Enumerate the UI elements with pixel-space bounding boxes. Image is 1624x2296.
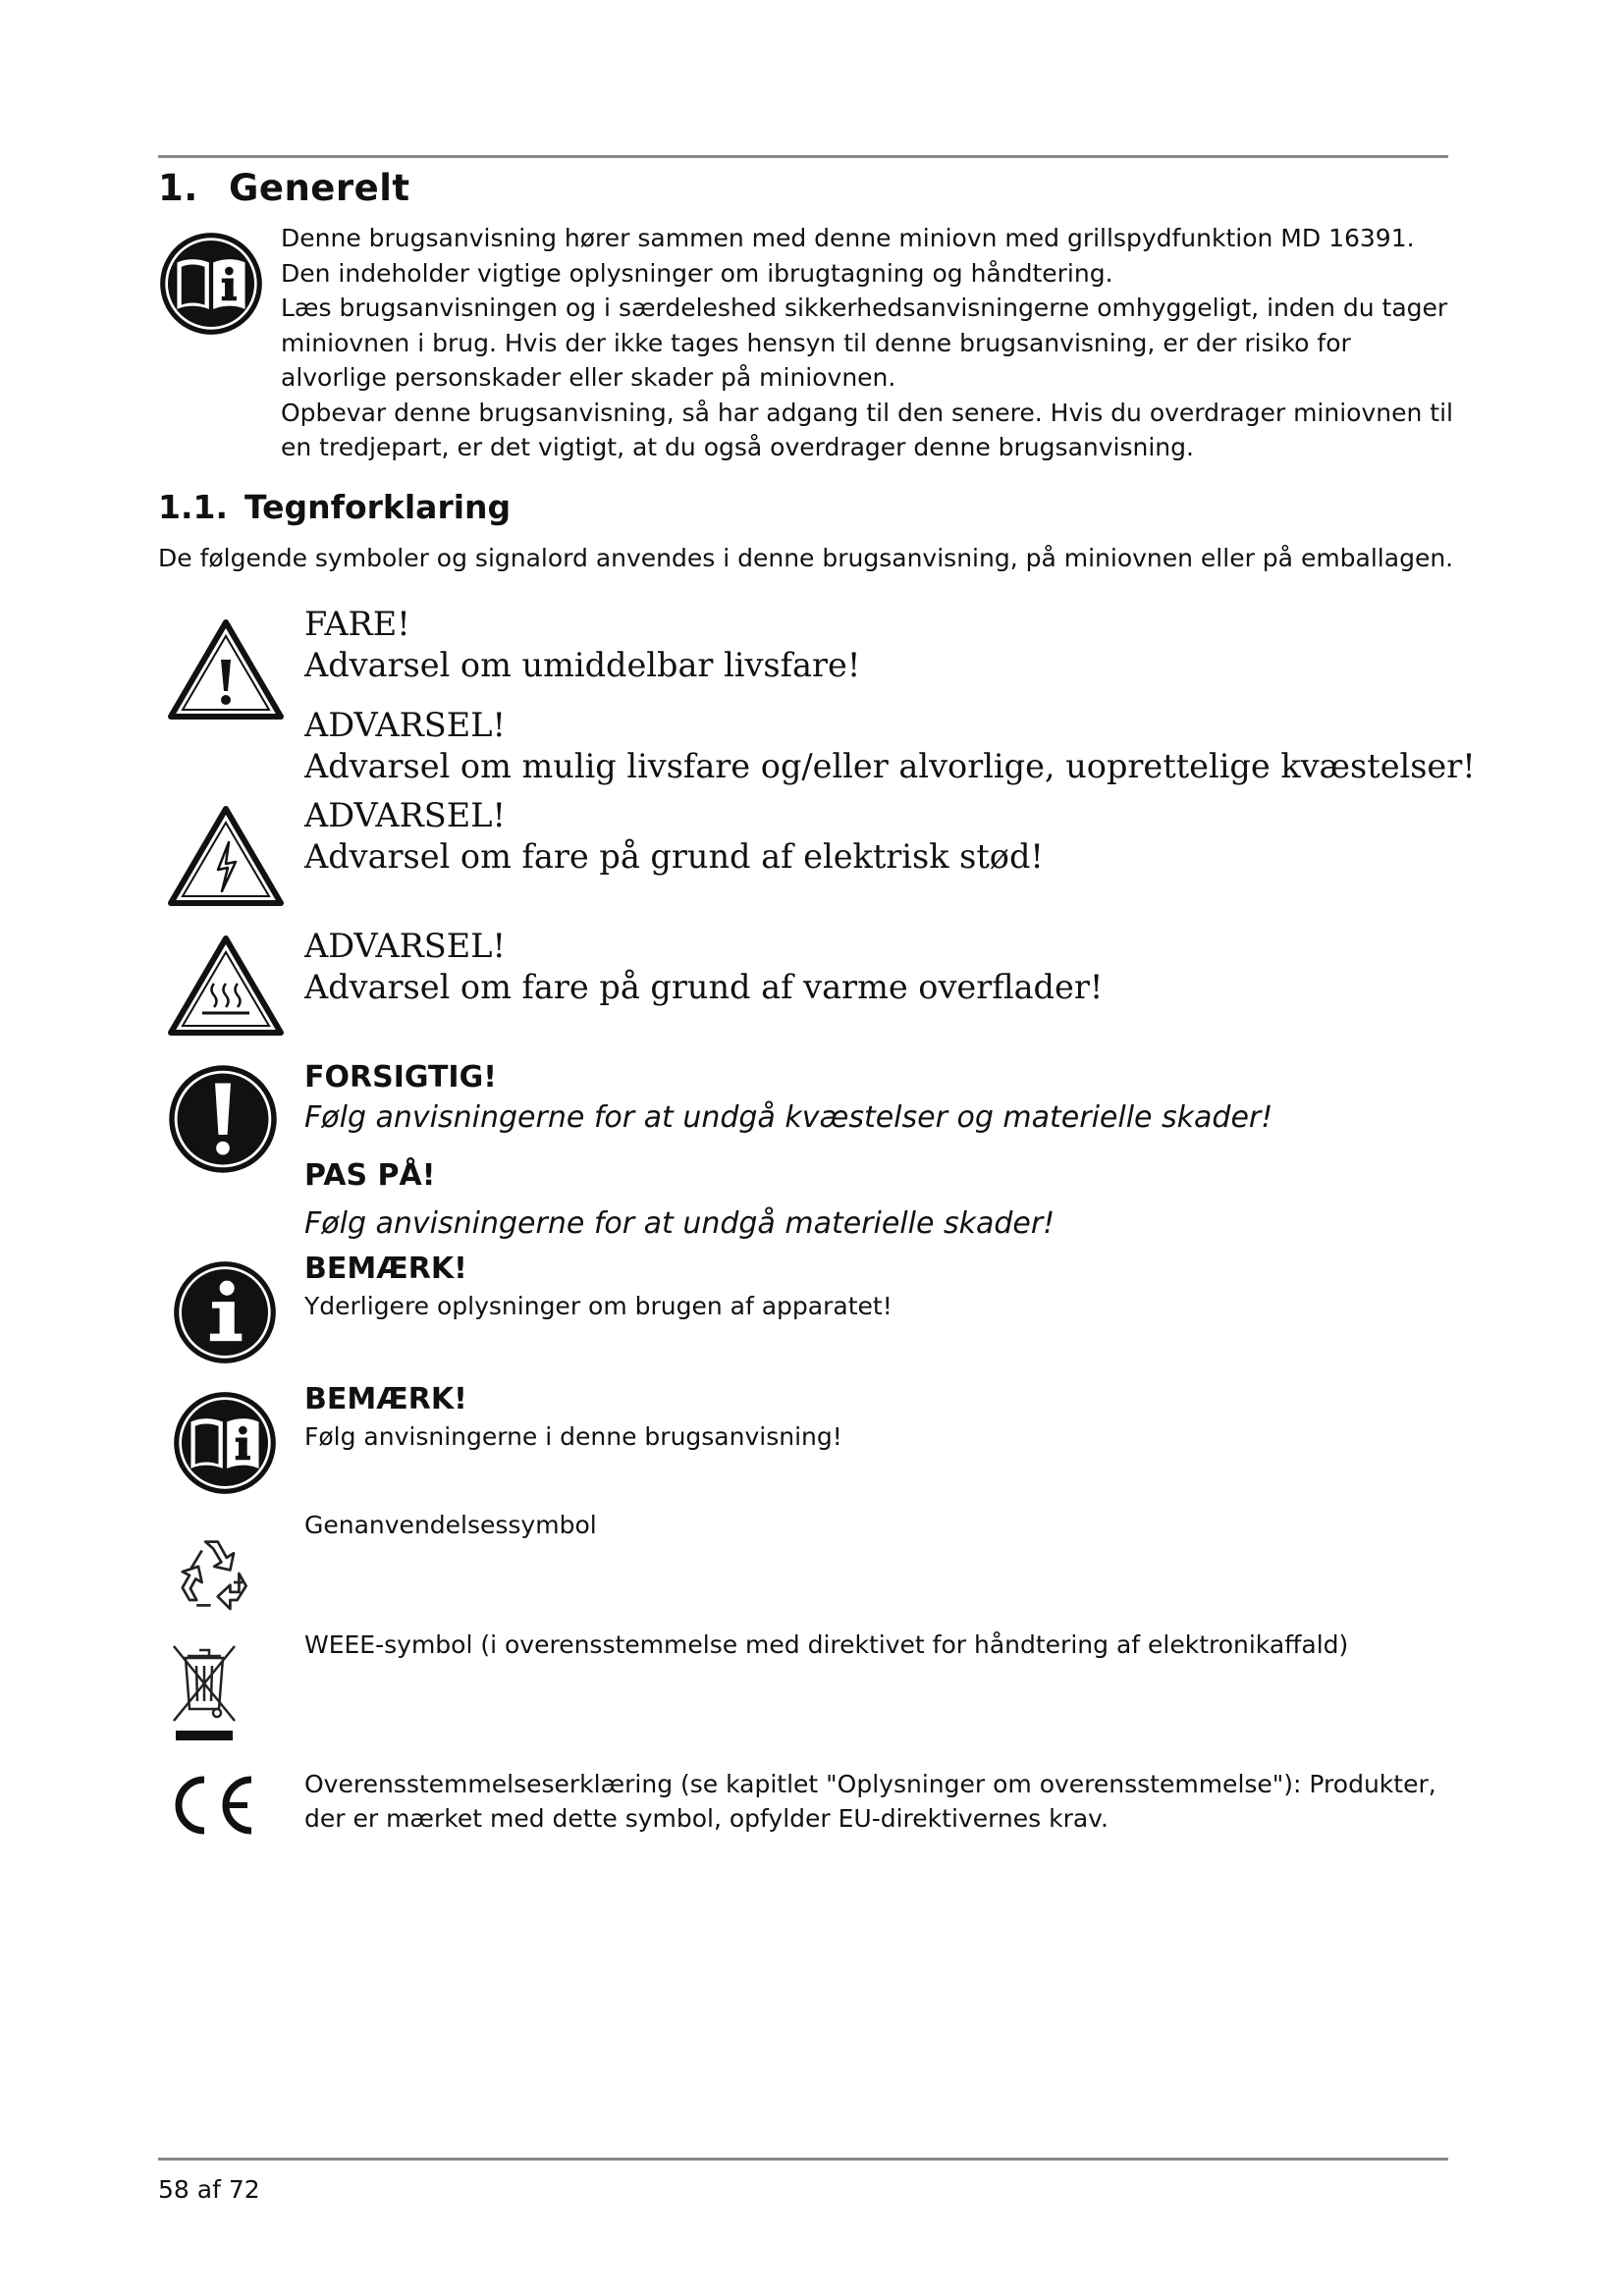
subsection-number: 1.1. bbox=[158, 488, 228, 526]
section-number: 1. bbox=[158, 167, 198, 209]
subsection-heading bbox=[158, 488, 511, 526]
intro-paragraph: Opbevar denne brugsanvisning, så har adgang til den senere. Hvis du overdrager miniovnen til en tredjepart, er det vigtigt, at du også overdrager denne brugsanvisning. bbox=[281, 398, 1453, 461]
hot-title: ADVARSEL! bbox=[304, 927, 506, 965]
advarsel-text: Advarsel om mulig livsfare og/eller alvorlige, uoprettelige kvæstelser! bbox=[304, 747, 1476, 785]
caution-exclamation-icon bbox=[167, 1063, 279, 1175]
section-title: Generelt bbox=[229, 167, 410, 209]
page-number: 58 af 72 bbox=[158, 2175, 260, 2204]
paspaa-title: PAS PÅ! bbox=[304, 1158, 436, 1193]
electric-shock-warning-icon bbox=[167, 805, 285, 907]
hot-text: Advarsel om fare på grund af varme overflader! bbox=[304, 968, 1104, 1006]
recycle-text: Genanvendelsessymbol bbox=[304, 1511, 597, 1539]
fare-block bbox=[304, 604, 860, 686]
intro-paragraph: Læs brugsanvisningen og i særdeleshed sikkerhedsanvisningerne omhyggeligt, inden du tager miniovnen i brug. Hvis der ikke tages hensyn til denne brugsanvisning, er der risiko for alvorlige personskader eller skader på miniovnen. bbox=[281, 294, 1448, 392]
forsigtig-text: Følg anvisningerne for at undgå kvæstelser og materielle skader! bbox=[304, 1100, 1273, 1135]
weee-crossed-bin-icon bbox=[170, 1644, 239, 1742]
forsigtig-title: FORSIGTIG! bbox=[304, 1060, 497, 1095]
bemaerk-manual-title: BEMÆRK! bbox=[304, 1382, 467, 1416]
intro-paragraph: Denne brugsanvisning hører sammen med denne miniovn med grillspydfunktion MD 16391. Den indeholder vigtige oplysninger om ibrugtagning og håndtering. bbox=[281, 224, 1415, 288]
header-rule bbox=[158, 155, 1448, 158]
advarsel-block bbox=[304, 705, 1476, 787]
ce-text: Overensstemmelseserklæring (se kapitlet "Oplysninger om overensstemmelse"): Produkter, der er mærket med dette symbol, opfylder EU-direktivernes krav. bbox=[304, 1770, 1436, 1833]
lead-text: De følgende symboler og signalord anvendes i denne brugsanvisning, på miniovnen eller på emballagen. bbox=[158, 544, 1454, 572]
read-manual-icon bbox=[158, 231, 264, 337]
bemaerk-manual-text: Følg anvisningerne i denne brugsanvisning! bbox=[304, 1422, 842, 1451]
recycle-icon bbox=[172, 1529, 260, 1618]
electric-text: Advarsel om fare på grund af elektrisk stød! bbox=[304, 837, 1044, 876]
electric-block bbox=[304, 795, 1044, 878]
fare-text: Advarsel om umiddelbar livsfare! bbox=[304, 646, 861, 684]
bemaerk-info-text: Yderligere oplysninger om brugen af apparatet! bbox=[304, 1292, 893, 1320]
forsigtig-block bbox=[304, 1058, 1272, 1139]
electric-title: ADVARSEL! bbox=[304, 796, 506, 834]
ce-mark-icon bbox=[167, 1772, 261, 1839]
paspaa-block bbox=[304, 1156, 1055, 1245]
read-manual-icon bbox=[172, 1390, 278, 1496]
fare-title: FARE! bbox=[304, 605, 410, 643]
weee-text: WEEE-symbol (i overensstemmelse med direktivet for håndtering af elektronikaffald) bbox=[304, 1630, 1349, 1659]
paspaa-text: Følg anvisningerne for at undgå materielle skader! bbox=[304, 1206, 1056, 1241]
subsection-title: Tegnforklaring bbox=[244, 488, 512, 526]
section-heading bbox=[158, 167, 410, 209]
danger-warning-icon bbox=[167, 618, 285, 721]
info-icon bbox=[172, 1259, 278, 1365]
footer-rule bbox=[158, 2158, 1448, 2161]
bemaerk-info-title: BEMÆRK! bbox=[304, 1252, 467, 1286]
hot-block bbox=[304, 926, 1103, 1008]
hot-surface-warning-icon bbox=[167, 934, 285, 1037]
bemaerk-info-block bbox=[304, 1250, 893, 1323]
bemaerk-manual-block bbox=[304, 1380, 842, 1454]
advarsel-title: ADVARSEL! bbox=[304, 706, 506, 744]
intro-text bbox=[281, 221, 1454, 465]
